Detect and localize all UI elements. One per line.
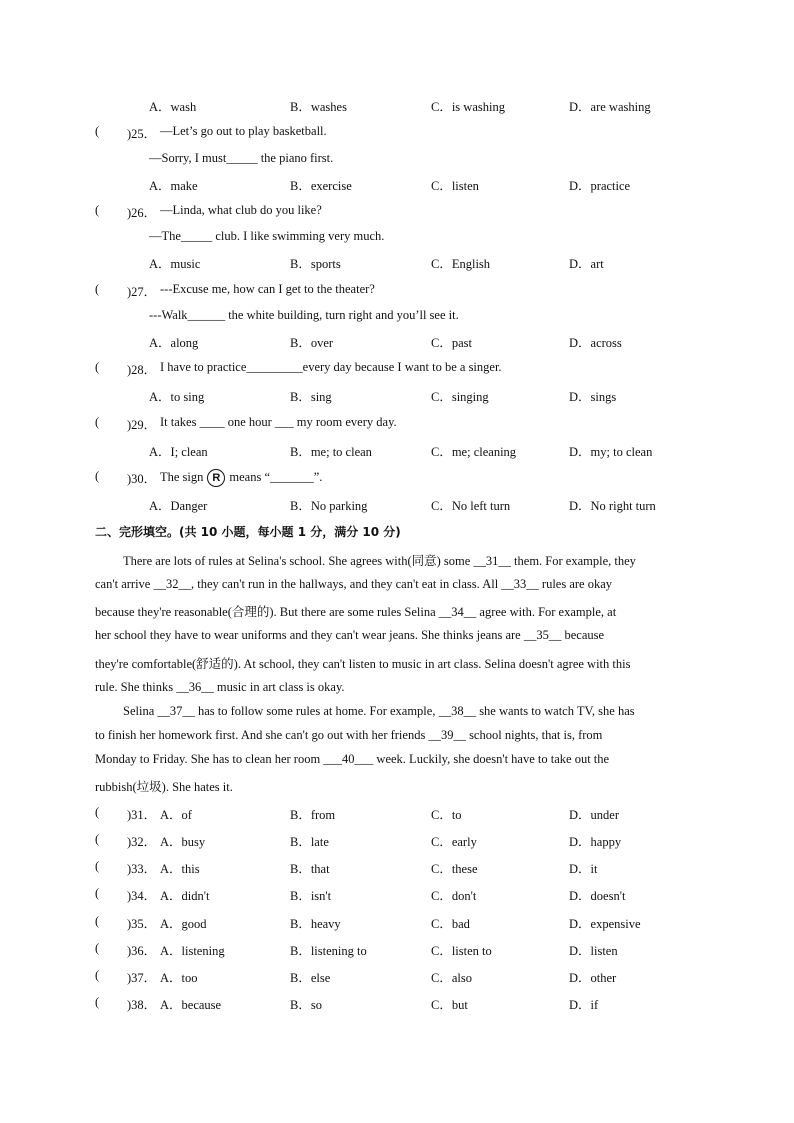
q30-number: )30． xyxy=(127,472,157,486)
q29-option-c: C．me; cleaning xyxy=(431,445,517,459)
q28-stem-post: every day because I want to be a singer. xyxy=(302,360,502,374)
q25-open-paren: ( xyxy=(95,124,100,138)
passage-line: because they're reasonable(合理的). But there are some rules Selina __34__ agree with. For example, at xyxy=(95,605,617,619)
option-b: B．so xyxy=(290,998,322,1012)
q28-option-c: C．singing xyxy=(431,390,489,404)
question-number: )33． xyxy=(127,862,157,876)
q28-stem xyxy=(160,360,502,375)
q26-line2 xyxy=(149,229,384,244)
q28-blank: _________ xyxy=(246,360,303,374)
option-a: A．busy xyxy=(160,835,206,849)
q29-number: )29． xyxy=(127,418,157,432)
q28-stem-pre: I have to practice xyxy=(160,360,247,374)
q26-line2-post: club. I like swimming very much. xyxy=(212,229,385,243)
option-b: B．else xyxy=(290,971,331,985)
q27-stem: ---Excuse me, how can I get to the theater? xyxy=(160,282,375,296)
question-open-paren: ( xyxy=(95,968,100,982)
option-a: A．listening xyxy=(160,944,225,958)
q25-option-d: D．practice xyxy=(569,179,631,193)
passage-line: rule. She thinks __36__ music in art class is okay. xyxy=(95,680,345,694)
passage-line: her school they have to wear uniforms and they can't wear jeans. She thinks jeans are __35__ because xyxy=(95,628,605,642)
q25-option-b: B．exercise xyxy=(290,179,352,193)
option-d: D．under xyxy=(569,808,619,822)
option-a: A．didn't xyxy=(160,889,210,903)
question-number: )31． xyxy=(127,808,157,822)
q25-line2-pre: —Sorry, I must xyxy=(149,151,227,165)
question-number: )35． xyxy=(127,917,157,931)
question-open-paren: ( xyxy=(95,886,100,900)
passage-line: they're comfortable(舒适的). At school, they can't listen to music in art class. Selina doesn't agree with this xyxy=(95,657,631,671)
option-c: C．but xyxy=(431,998,468,1012)
q25-number: )25． xyxy=(127,127,157,141)
option-b: B．from xyxy=(290,808,336,822)
q29-open-paren: ( xyxy=(95,415,100,429)
question-number: )36． xyxy=(127,944,157,958)
q28-option-a: A．to sing xyxy=(149,390,205,404)
option-c: C．don't xyxy=(431,889,477,903)
q27-option-a: A．along xyxy=(149,336,199,350)
q28-open-paren: ( xyxy=(95,360,100,374)
option-b: B．that xyxy=(290,862,330,876)
option-d: D．other xyxy=(569,971,617,985)
question-number: )38． xyxy=(127,998,157,1012)
option-d: D．doesn't xyxy=(569,889,626,903)
option-b: B．isn't xyxy=(290,889,332,903)
q25-option-a: A．make xyxy=(149,179,198,193)
option-b: B．late xyxy=(290,835,329,849)
question-number: )34． xyxy=(127,889,157,903)
option-d: D．happy xyxy=(569,835,622,849)
option-c: C．early xyxy=(431,835,477,849)
question-open-paren: ( xyxy=(95,941,100,955)
q27-blank: ______ xyxy=(187,308,226,322)
q30-option-b: B．No parking xyxy=(290,499,368,513)
q27-option-d: D．across xyxy=(569,336,622,350)
passage-line: Monday to Friday. She has to clean her room ___40___ week. Luckily, she doesn't have to take out the xyxy=(95,752,610,766)
q25-blank: _____ xyxy=(226,151,258,165)
question-open-paren: ( xyxy=(95,859,100,873)
option-b: B．heavy xyxy=(290,917,341,931)
q26-open-paren: ( xyxy=(95,203,100,217)
q29-option-d: D．my; to clean xyxy=(569,445,653,459)
q30-option-d: D．No right turn xyxy=(569,499,656,513)
q24-option-d: D．are washing xyxy=(569,100,651,114)
q28-option-b: B．sing xyxy=(290,390,332,404)
q26-blank: _____ xyxy=(180,229,213,243)
option-d: D．listen xyxy=(569,944,618,958)
q27-option-b: B．over xyxy=(290,336,334,350)
option-c: C．also xyxy=(431,971,472,985)
q28-number: )28． xyxy=(127,363,157,377)
question-number: )37． xyxy=(127,971,157,985)
registered-sign-icon: R xyxy=(207,469,225,487)
option-d: D．expensive xyxy=(569,917,641,931)
q29-option-b: B．me; to clean xyxy=(290,445,372,459)
passage-line: rubbish(垃圾). She hates it. xyxy=(95,780,233,794)
option-c: C．bad xyxy=(431,917,470,931)
option-c: C．listen to xyxy=(431,944,492,958)
q30-option-c: C．No left turn xyxy=(431,499,511,513)
q30-stem-post: means “_______”. xyxy=(229,469,323,484)
question-open-paren: ( xyxy=(95,832,100,846)
q27-open-paren: ( xyxy=(95,282,100,296)
q26-option-a: A．music xyxy=(149,257,201,271)
q24-option-b: B．washes xyxy=(290,100,347,114)
q27-option-c: C．past xyxy=(431,336,472,350)
question-open-paren: ( xyxy=(95,995,100,1009)
q30-option-a: A．Danger xyxy=(149,499,208,513)
q26-option-c: C．English xyxy=(431,257,491,271)
q25-stem: —Let’s go out to play basketball. xyxy=(160,124,327,138)
q29-stem: It takes ____ one hour ___ my room every day. xyxy=(160,415,397,429)
passage-line: There are lots of rules at Selina's school. She agrees with(同意) some __31__ them. For example, they xyxy=(123,554,636,568)
question-open-paren: ( xyxy=(95,805,100,819)
q26-line2-pre: —The xyxy=(149,229,181,243)
q26-option-d: D．art xyxy=(569,257,604,271)
q27-line2 xyxy=(149,308,459,323)
option-b: B．listening to xyxy=(290,944,367,958)
option-c: C．these xyxy=(431,862,478,876)
q25-line2 xyxy=(149,151,333,166)
option-d: D．it xyxy=(569,862,598,876)
option-a: A．too xyxy=(160,971,198,985)
q27-line2-post: the white building, turn right and you’ll see it. xyxy=(225,308,459,322)
q30-stem-pre: The sign xyxy=(160,469,204,484)
q30-open-paren: ( xyxy=(95,469,100,483)
q30-stem xyxy=(160,469,322,487)
q26-stem: —Linda, what club do you like? xyxy=(160,203,322,217)
q25-line2-post: the piano first. xyxy=(257,151,334,165)
question-number: )32． xyxy=(127,835,157,849)
q24-option-c: C．is washing xyxy=(431,100,505,114)
option-a: A．good xyxy=(160,917,207,931)
option-a: A．of xyxy=(160,808,192,822)
q26-number: )26． xyxy=(127,206,157,220)
section-2-title: 二、完形填空。(共 10 小题，每小题 1 分，满分 10 分) xyxy=(95,525,401,539)
q24-option-a: A．wash xyxy=(149,100,197,114)
q26-option-b: B．sports xyxy=(290,257,341,271)
q28-option-d: D．sings xyxy=(569,390,617,404)
q25-option-c: C．listen xyxy=(431,179,479,193)
passage-line: to finish her homework first. And she can't go out with her friends __39__ school nights, that is, from xyxy=(95,728,603,742)
option-a: A．because xyxy=(160,998,222,1012)
option-d: D．if xyxy=(569,998,599,1012)
q27-line2-pre: ---Walk xyxy=(149,308,188,322)
question-open-paren: ( xyxy=(95,914,100,928)
option-c: C．to xyxy=(431,808,462,822)
q27-number: )27． xyxy=(127,285,157,299)
q29-option-a: A．I; clean xyxy=(149,445,208,459)
passage-line: can't arrive __32__, they can't run in the hallways, and they can't eat in class. All __33__ rules are okay xyxy=(95,577,613,591)
option-a: A．this xyxy=(160,862,200,876)
passage-line: Selina __37__ has to follow some rules at home. For example, __38__ she wants to watch TV, she has xyxy=(123,704,635,718)
